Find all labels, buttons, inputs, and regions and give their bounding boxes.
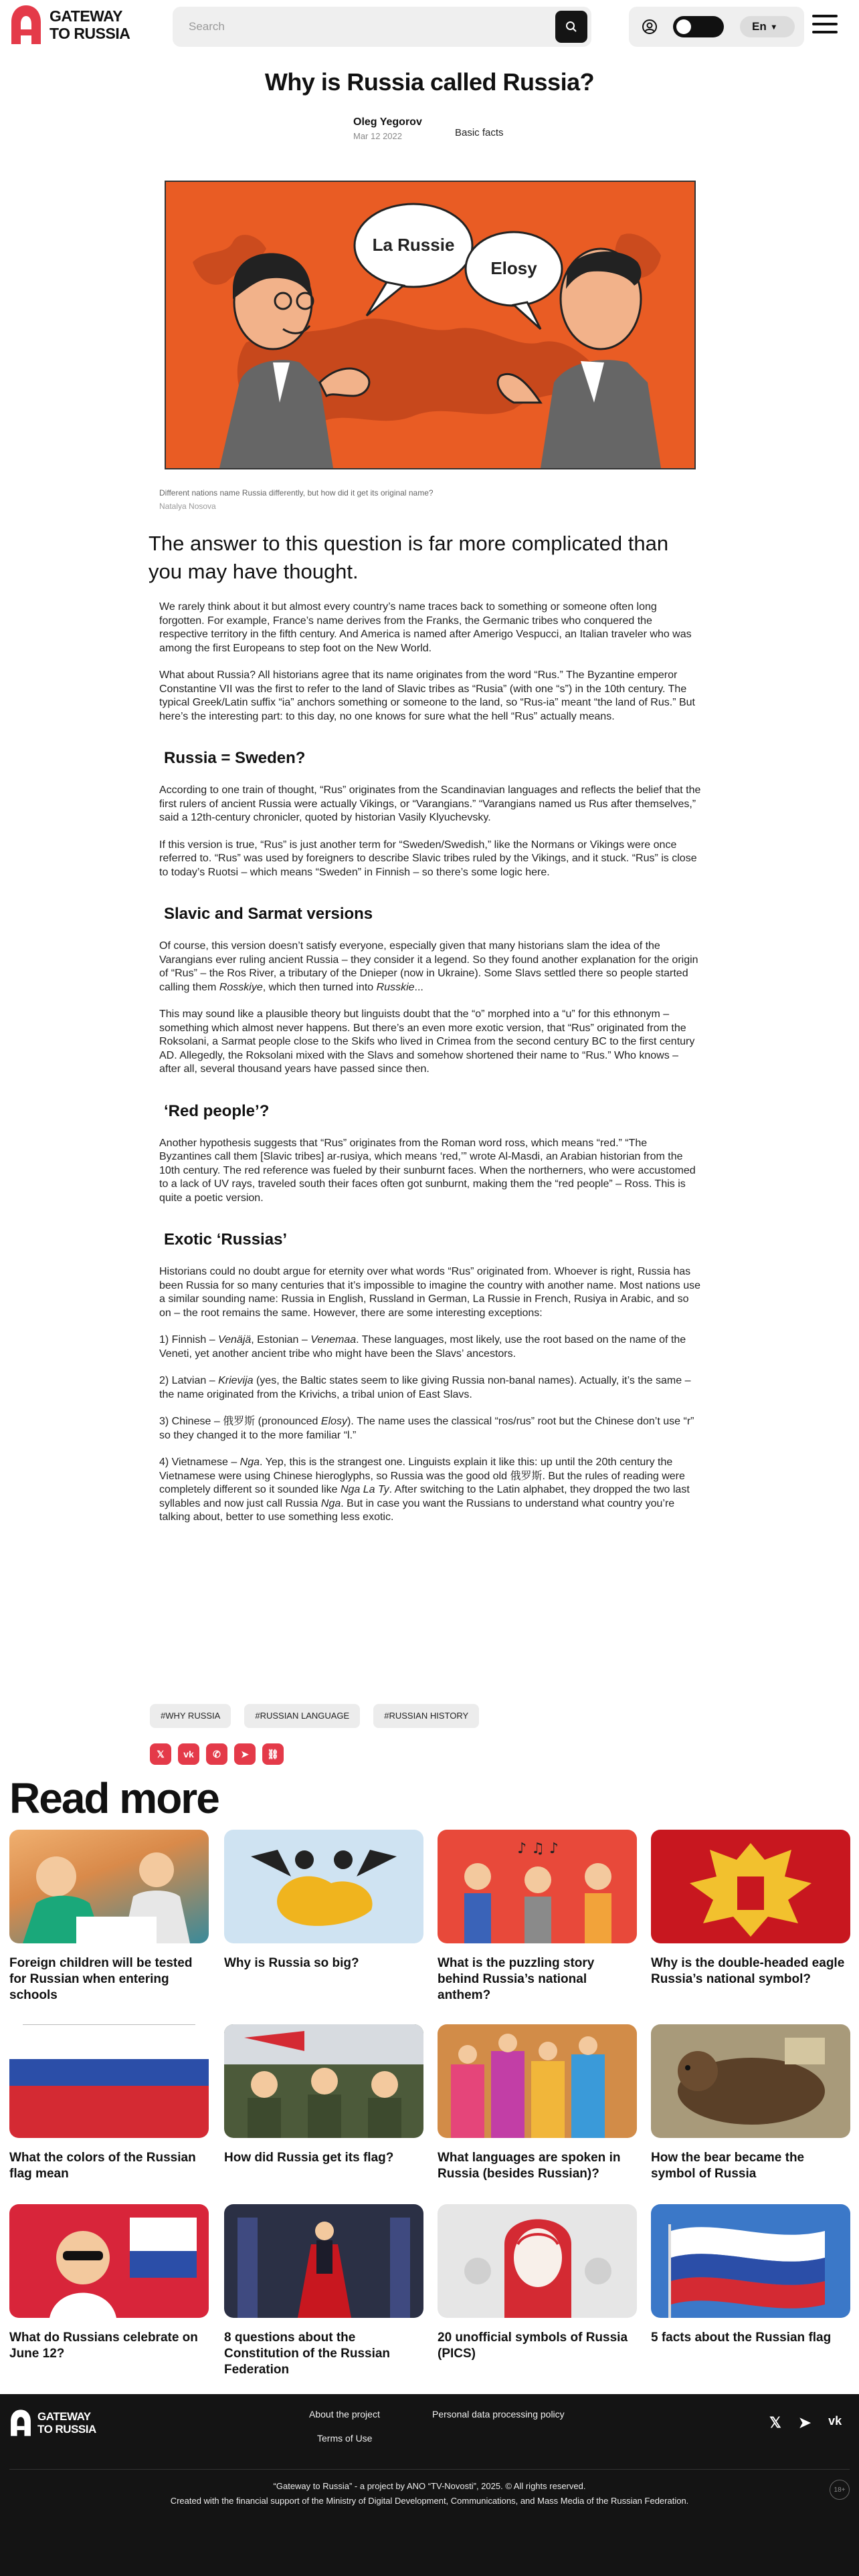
section-heading: Exotic ‘Russias’	[164, 1230, 288, 1249]
paragraph: Of course, this version doesn’t satisfy everyone, especially given that many historians slam the idea of the Varangians ever ruling ancient Russia – they consider it a legend. So they found another explanation for the origin of “Rus” – the Ros River, a tributary of the Dnieper (now in Ukraine). Some Slavs settled there so people started calling them Rosskiye, which then turned into Russkie...	[159, 940, 698, 993]
card-image-art	[9, 1830, 209, 1943]
card-title: What languages are spoken in Russia (besides Russian)?	[438, 2151, 621, 2181]
language-value: En	[752, 20, 767, 33]
paragraph: 4) Vietnamese – Nga. Yep, this is the strangest one. Linguists explain it like this: up until the 20th century the Vietnamese were using Chinese hieroglyphs, so Russia was the good old 俄罗斯. But the rules of reading were completely different so it sounded like Nga La Ty. After switching to the Latin alphabet, they dropped the two last syllables and now just call Russia Nga. But in case you want the Russians to understand what country you’re talking about, better to use something less exotic.	[159, 1457, 690, 1523]
card-image-art	[438, 1830, 637, 1943]
card-image-art	[224, 2204, 423, 2318]
paragraph: We rarely think about it but almost every country’s name traces back to something or someone often long forgotten. For example, France’s name derives from the Franks, the Germanic tribes who conquered the respective territory in the fifth century. And America is named after Amerigo Vespucci, an Italian traveler who was among the first Europeans to step foot on the New World.	[159, 601, 692, 654]
tag-list	[150, 1704, 492, 1728]
language-select[interactable]	[740, 16, 795, 37]
card-image-art	[224, 1830, 423, 1943]
read-more-card[interactable]	[224, 1830, 423, 1971]
image-credit: Natalya Nosova	[159, 502, 216, 511]
read-more-card[interactable]	[224, 2204, 423, 2378]
read-more-card[interactable]	[438, 2024, 637, 2182]
search-button[interactable]	[555, 11, 587, 43]
logo-mark-icon	[9, 4, 43, 45]
logo-line-2: TO RUSSIA	[50, 25, 130, 42]
card-image	[651, 2204, 850, 2318]
paragraph: 3) Chinese – 俄罗斯 (pronounced Elosy). The name uses the classical “ros/rus” root but the Chinese don’t use “r” so they changed it to the more familiar “l.”	[159, 1416, 694, 1441]
logo-line-1: GATEWAY	[50, 7, 122, 25]
card-title: 20 unofficial symbols of Russia (PICS)	[438, 2331, 628, 2361]
publish-date: Mar 12 2022	[353, 131, 402, 141]
share-whatsapp-icon[interactable]: ✆	[206, 1743, 227, 1765]
card-title: What do Russians celebrate on June 12?	[9, 2331, 198, 2361]
author-name[interactable]: Oleg Yegorov	[353, 116, 422, 128]
card-image	[224, 2204, 423, 2318]
card-image	[9, 2204, 209, 2318]
card-image	[224, 2024, 423, 2138]
x-icon[interactable]: 𝕏	[769, 2414, 781, 2431]
card-image-art	[651, 2204, 850, 2318]
card-image-art	[224, 2024, 423, 2138]
card-image	[438, 2204, 637, 2318]
share-telegram-icon[interactable]: ➤	[234, 1743, 256, 1765]
card-image-art	[438, 2024, 637, 2138]
share-vk-icon[interactable]: vk	[178, 1743, 199, 1765]
read-more-card[interactable]	[438, 2204, 637, 2362]
section-heading: Slavic and Sarmat versions	[164, 905, 373, 923]
tag-why-russia[interactable]: #WHY RUSSIA	[150, 1704, 231, 1728]
hero-bubble-1: La Russie	[372, 235, 455, 255]
card-image-art	[651, 1830, 850, 1943]
footer-divider	[9, 2469, 850, 2470]
search-icon	[565, 21, 577, 33]
telegram-icon[interactable]: ➤	[798, 2414, 812, 2431]
search-input[interactable]	[173, 20, 534, 33]
share-buttons	[150, 1743, 290, 1765]
read-more-card[interactable]	[438, 1830, 637, 2004]
site-header	[0, 0, 859, 53]
hero-illustration	[165, 181, 696, 469]
paragraph: According to one train of thought, “Rus” originates from the Scandinavian languages and reflects the belief that the first rulers of ancient Russia were actually Vikings, or “Varangians.” “Varangians named us Rus after themselves,” said a 12th-century chronicler, quoted by historian Vasily Klyuchevsky.	[159, 784, 701, 823]
hero-bubble-2: Elosy	[490, 258, 537, 278]
read-more-card[interactable]	[224, 2024, 423, 2166]
article-lead: The answer to this question is far more complicated than you may have thought.	[149, 532, 669, 583]
card-image	[224, 1830, 423, 1943]
share-x-icon[interactable]: 𝕏	[150, 1743, 171, 1765]
read-more-card[interactable]	[651, 2024, 850, 2182]
footer-support: Created with the financial support of the Ministry of Digital Development, Communications, and Mass Media of the Russian Federation.	[170, 2496, 689, 2506]
footer-social	[752, 2414, 842, 2432]
vk-icon[interactable]: vk	[828, 2414, 842, 2428]
card-image-art	[438, 2204, 637, 2318]
article-title: Why is Russia called Russia?	[264, 68, 595, 96]
read-more-card[interactable]	[651, 2204, 850, 2346]
footer-privacy-link[interactable]: Personal data processing policy	[432, 2409, 565, 2420]
logo-mark-icon	[9, 2409, 32, 2437]
section-heading: Russia = Sweden?	[164, 749, 306, 767]
card-title: What is the puzzling story behind Russia’s national anthem?	[438, 1956, 595, 2002]
logo-line-2: TO RUSSIA	[37, 2423, 96, 2436]
article-meta	[353, 116, 422, 141]
image-caption: Different nations name Russia differently, but how did it get its original name?	[159, 488, 434, 498]
card-image	[9, 1830, 209, 1943]
tag-russian-language[interactable]: #RUSSIAN LANGUAGE	[244, 1704, 360, 1728]
site-logo[interactable]	[9, 4, 130, 45]
article-body	[159, 601, 701, 1538]
toggle-knob	[676, 19, 691, 34]
site-footer	[0, 2394, 859, 2576]
age-rating-badge: 18+	[830, 2480, 850, 2500]
rubric-link[interactable]: Basic facts	[455, 127, 504, 138]
card-title: Foreign children will be tested for Russian when entering schools	[9, 1956, 193, 2002]
card-image-art	[651, 2024, 850, 2138]
card-title: Why is the double-headed eagle Russia’s national symbol?	[651, 1956, 845, 1986]
card-title: 8 questions about the Constitution of the Russian Federation	[224, 2331, 391, 2377]
svg-text:♪ ♫ ♪: ♪ ♫ ♪	[517, 1840, 559, 1857]
read-more-heading: Read more	[9, 1774, 219, 1822]
logo-line-1: GATEWAY	[37, 2410, 91, 2423]
chevron-down-icon: ▾	[771, 22, 776, 31]
read-more-card[interactable]	[9, 1830, 209, 2004]
theme-toggle[interactable]	[673, 16, 724, 37]
section-heading: ‘Red people’?	[164, 1101, 270, 1120]
card-title: How the bear became the symbol of Russia	[651, 2151, 805, 2181]
header-tools	[629, 7, 804, 47]
read-more-card[interactable]	[651, 1830, 850, 1988]
hero-illustration-art	[166, 182, 694, 468]
footer-about-link[interactable]: About the project	[309, 2409, 380, 2420]
paragraph: This may sound like a plausible theory but linguists doubt that the “o” morphed into a “u” for this ethnonym – something which almost never happens. But there’s an even more exotic version, that “Rus” originated from the Roksolani, a Sarmat people close to the Skifs who lived in Crimea from the second century BC to the first century AD. Allegedly, the Roksolani mixed with the Slavs and somehow shortened their name to “Rus.” Who knows – after all, several thousand years have passed since then.	[159, 1008, 695, 1075]
paragraph: What about Russia? All historians agree that its name originates from the word “Rus.” The Byzantine emperor Constantine VII was the first to refer to the land of Slavic tribes as “Rusia” (with one “s”) in the 10th century. The typical Greek/Latin suffix “ia” anchors something or someone to the land, so “Rus-ia” meant “the land of Rus.” But here’s the interesting part: to this day, no one knows for sure what the hell “Rus” actually means.	[159, 669, 695, 722]
footer-terms-link[interactable]: Terms of Use	[317, 2433, 373, 2444]
search-bar	[173, 7, 591, 47]
card-title: 5 facts about the Russian flag	[651, 2331, 832, 2345]
card-image	[651, 1830, 850, 1943]
read-more-card[interactable]	[9, 2024, 209, 2182]
user-icon[interactable]	[641, 18, 658, 35]
read-more-card[interactable]	[9, 2204, 209, 2362]
card-title: How did Russia get its flag?	[224, 2151, 394, 2165]
card-image	[9, 2024, 209, 2138]
copy-link-icon[interactable]: ⛓	[262, 1743, 284, 1765]
card-image	[651, 2024, 850, 2138]
card-image	[438, 2024, 637, 2138]
paragraph: 1) Finnish – Venäjä, Estonian – Venemaa. These languages, most likely, use the root based on the name of the Veneti, yet another ancient tribe who might have been the Slavs’ ancestors.	[159, 1334, 686, 1360]
card-image	[438, 1830, 637, 1943]
footer-copyright: “Gateway to Russia” - a project by ANO “TV-Novosti”, 2025. © All rights reserved.	[273, 2481, 586, 2491]
tag-russian-history[interactable]: #RUSSIAN HISTORY	[373, 1704, 479, 1728]
card-title: What the colors of the Russian flag mean	[9, 2151, 196, 2181]
paragraph: Historians could no doubt argue for eternity over what words “Rus” originated from. Whoever is right, Russia has been Russia for so many centuries that it’s impossible to imagine the country with another name. Most nations use a similar sounding name: Russia in English, Russland in German, La Russie in French, Rusiya in Arabic, and so on – the root remains the same. However, there are some interesting exceptions:	[159, 1266, 701, 1319]
card-image-art	[9, 2204, 209, 2318]
paragraph: Another hypothesis suggests that “Rus” originates from the Roman word ross, which means “red.” “The Byzantines call them [Slavic tribes] ar-rusiya, which means ‘red,’” wrote Al-Masdi, an Arabian historian from the 10th century. The red reference was fueled by their sunburnt faces. When the northerners, who were accustomed to a lack of UV rays, traveled south their faces often got sunburnt, making them the “red people” – Ross. This is quite a poetic version.	[159, 1137, 696, 1204]
menu-icon[interactable]	[812, 15, 838, 39]
paragraph: 2) Latvian – Krievija (yes, the Baltic states seem to like giving Russia non-banal names). Actually, it’s the same – the name originated from the Krivichs, a tribal union of East Slavs.	[159, 1375, 691, 1400]
card-image-art	[9, 2024, 209, 2138]
card-title: Why is Russia so big?	[224, 1956, 359, 1970]
paragraph: If this version is true, “Rus” is just another term for “Sweden/Swedish,” like the Normans or Vikings were once referred to. “Rus” was used by foreigners to describe Slavic tribes ruled by the Vikings, and it stuck. “Rus” is close to today’s Ruotsi – which means “Sweden” in Finnish – so there’s some logic here.	[159, 839, 697, 878]
footer-logo[interactable]	[9, 2409, 96, 2437]
